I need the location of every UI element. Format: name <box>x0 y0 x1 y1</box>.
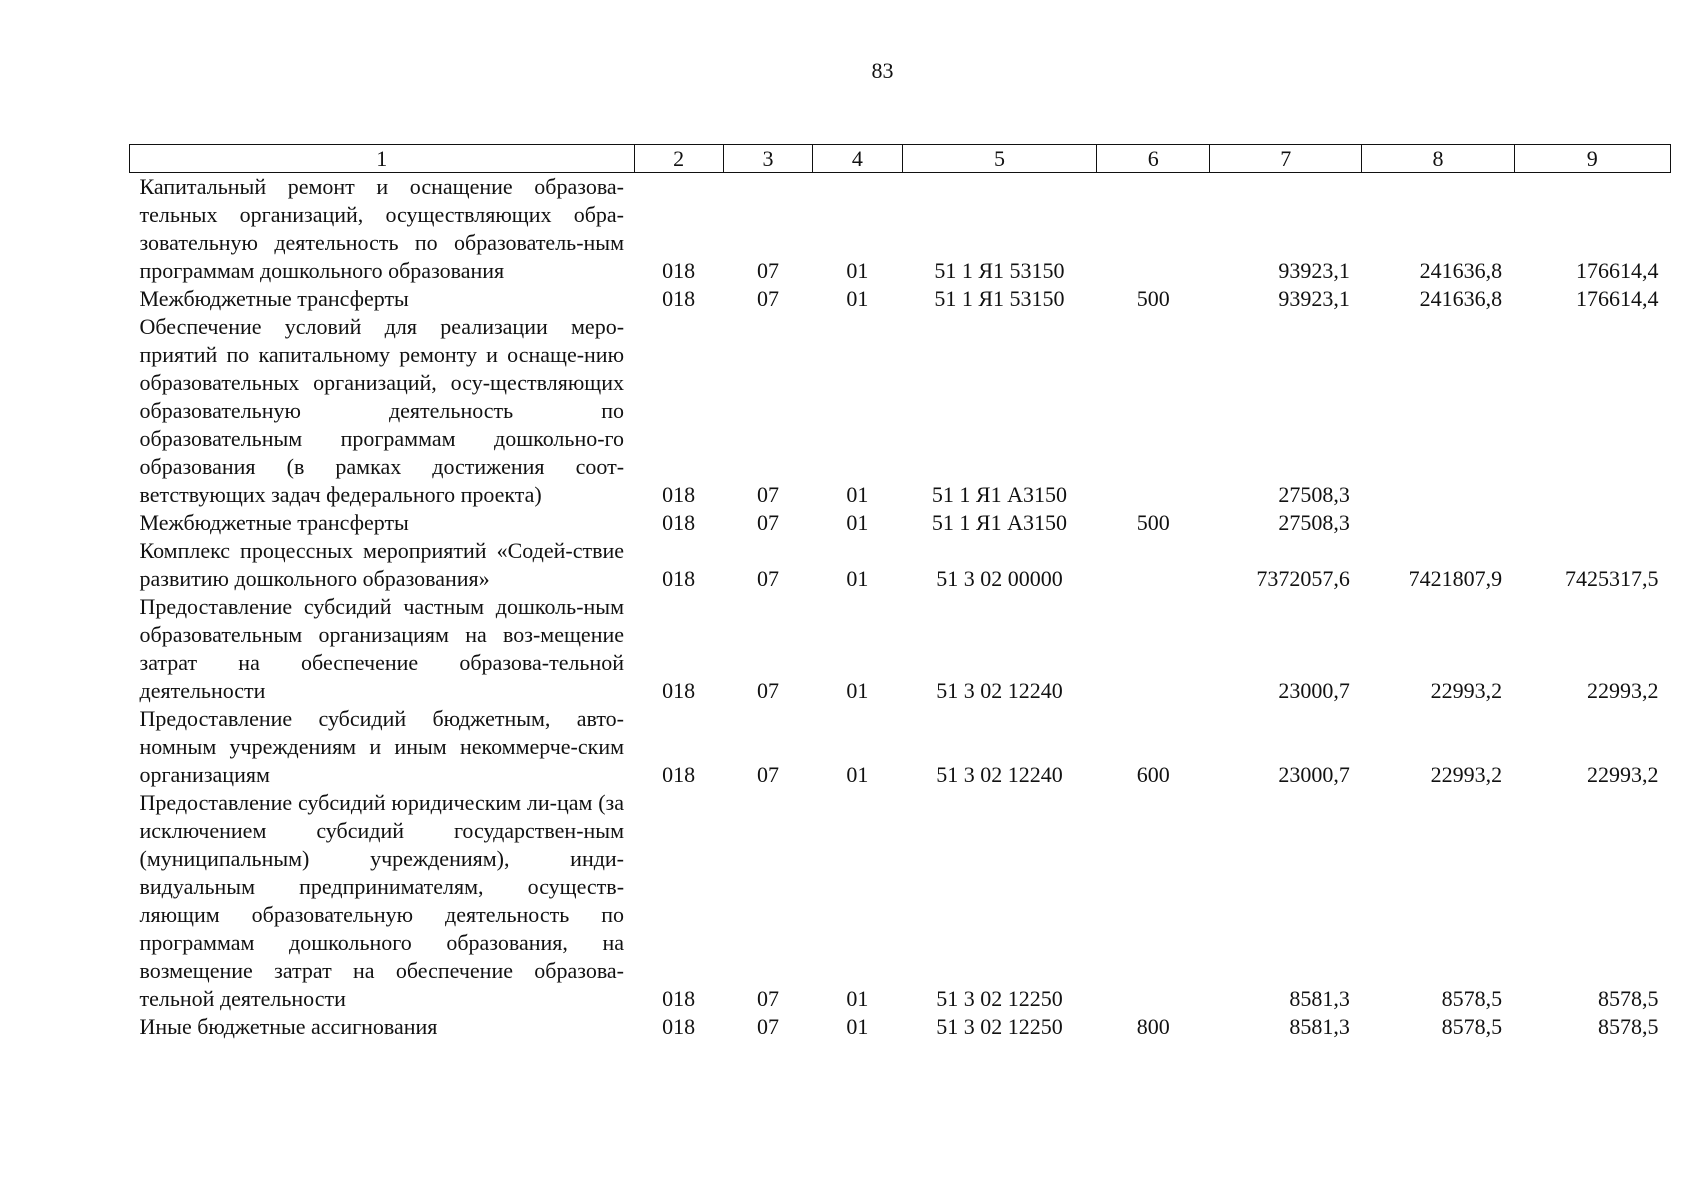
amount-col-7: 27508,3 <box>1278 510 1350 535</box>
item-name: Межбюджетные трансферты <box>139 286 409 311</box>
section-code: 07 <box>757 286 779 311</box>
target-article-code: 51 1 Я1 А3150 <box>931 482 1067 507</box>
expense-type-code: 500 <box>1136 510 1170 535</box>
ministry-code: 018 <box>662 482 696 507</box>
column-header: 5 <box>902 145 1097 173</box>
ministry-code: 018 <box>662 1014 696 1039</box>
amount-col-9: 176614,4 <box>1576 258 1659 283</box>
table-row <box>130 1013 1671 1041</box>
amount-col-9: 8578,5 <box>1598 1014 1659 1039</box>
subsection-code: 01 <box>846 986 869 1011</box>
amount-col-7: 23000,7 <box>1278 678 1350 703</box>
amount-col-9: 176614,4 <box>1576 286 1659 311</box>
item-name: Предоставление субсидий частным дошколь-ным образовательным организациям на воз-мещение затрат на обеспечение образова-тельной деятельности <box>139 594 625 703</box>
target-article-code: 51 3 02 00000 <box>936 566 1063 591</box>
amount-col-8 <box>1362 509 1514 537</box>
table-row <box>130 593 1671 705</box>
expense-type-code: 600 <box>1136 762 1170 787</box>
item-name: Комплекс процессных мероприятий «Содей-ствие развитию дошкольного образования» <box>139 538 625 591</box>
subsection-code: 01 <box>846 762 869 787</box>
column-header: 4 <box>813 145 902 173</box>
amount-col-7: 7372057,6 <box>1256 566 1350 591</box>
amount-col-9 <box>1514 313 1670 509</box>
table-row <box>130 789 1671 1013</box>
item-name: Межбюджетные трансферты <box>139 510 409 535</box>
expense-type-code <box>1097 537 1210 593</box>
item-name: Капитальный ремонт и оснащение образова-тельных организаций, осуществляющих обра-зовательную деятельность по образователь-ным программам дошкольного образования <box>139 174 625 283</box>
amount-col-9: 7425317,5 <box>1565 566 1659 591</box>
amount-col-8: 7421807,9 <box>1408 566 1503 591</box>
column-number-row <box>130 145 1671 173</box>
ministry-code: 018 <box>662 286 696 311</box>
section-code: 07 <box>757 566 779 591</box>
subsection-code: 01 <box>846 510 869 535</box>
ministry-code: 018 <box>662 678 696 703</box>
amount-col-7: 93923,1 <box>1278 286 1350 311</box>
column-header: 3 <box>723 145 812 173</box>
table-row <box>130 705 1671 789</box>
amount-col-8: 22993,2 <box>1430 762 1503 787</box>
amount-col-8: 8578,5 <box>1441 1014 1503 1039</box>
section-code: 07 <box>757 482 779 507</box>
amount-col-9: 8578,5 <box>1598 986 1659 1011</box>
section-code: 07 <box>757 678 779 703</box>
ministry-code: 018 <box>662 762 696 787</box>
column-header: 2 <box>634 145 723 173</box>
table-row <box>130 313 1671 509</box>
section-code: 07 <box>757 986 779 1011</box>
subsection-code: 01 <box>846 482 869 507</box>
item-name: Обеспечение условий для реализации меро-приятий по капитальному ремонту и оснаще-нию образовательных организаций, осу-ществляющих образовательную деятельность по образовательным программам дошкольно-го образования (в рамках достижения соот-ветствующих задач федерального проекта) <box>139 314 625 507</box>
amount-col-8: 241636,8 <box>1419 258 1503 283</box>
column-header: 1 <box>130 145 635 173</box>
amount-col-8 <box>1362 313 1514 509</box>
item-name: Предоставление субсидий бюджетным, авто-номным учреждениям и иным некоммерче-ским организациям <box>139 706 625 787</box>
expense-type-code: 500 <box>1136 286 1170 311</box>
table-row <box>130 537 1671 593</box>
expense-type-code <box>1097 313 1210 509</box>
amount-col-7: 93923,1 <box>1278 258 1350 283</box>
column-header: 6 <box>1097 145 1210 173</box>
amount-col-9: 22993,2 <box>1587 678 1659 703</box>
amount-col-7: 8581,3 <box>1289 986 1350 1011</box>
budget-table <box>129 144 1671 1041</box>
amount-col-9: 22993,2 <box>1587 762 1659 787</box>
table-body <box>130 173 1671 1042</box>
column-header: 9 <box>1514 145 1670 173</box>
subsection-code: 01 <box>846 1014 869 1039</box>
subsection-code: 01 <box>846 566 869 591</box>
ministry-code: 018 <box>662 510 696 535</box>
expense-type-code: 800 <box>1136 1014 1170 1039</box>
amount-col-8: 8578,5 <box>1441 986 1503 1011</box>
ministry-code: 018 <box>662 258 696 283</box>
column-header: 7 <box>1210 145 1362 173</box>
expense-type-code <box>1097 593 1210 705</box>
ministry-code: 018 <box>662 566 696 591</box>
ministry-code: 018 <box>662 986 696 1011</box>
page-number: 83 <box>871 58 894 83</box>
expense-type-code <box>1097 789 1210 1013</box>
subsection-code: 01 <box>846 286 869 311</box>
table-row <box>130 173 1671 286</box>
target-article-code: 51 1 Я1 А3150 <box>931 510 1067 535</box>
subsection-code: 01 <box>846 678 869 703</box>
target-article-code: 51 3 02 12240 <box>936 678 1063 703</box>
target-article-code: 51 1 Я1 53150 <box>934 286 1065 311</box>
amount-col-7: 23000,7 <box>1278 762 1350 787</box>
item-name: Предоставление субсидий юридическим ли-цам (за исключением субсидий государствен-ным (муниципальным) учреждениям), инди-видуальным предпринимателям, осуществ-ляющим образовательную деятельность по программам дошкольного образования, на возмещение затрат на обеспечение образова-тельной деятельности <box>139 790 625 1011</box>
column-header: 8 <box>1362 145 1514 173</box>
amount-col-8: 22993,2 <box>1430 678 1503 703</box>
target-article-code: 51 3 02 12250 <box>936 986 1063 1011</box>
table-row <box>130 509 1671 537</box>
section-code: 07 <box>757 258 779 283</box>
expense-type-code <box>1097 173 1210 286</box>
amount-col-7: 8581,3 <box>1289 1014 1350 1039</box>
table-row <box>130 285 1671 313</box>
target-article-code: 51 1 Я1 53150 <box>934 258 1065 283</box>
section-code: 07 <box>757 762 779 787</box>
section-code: 07 <box>757 510 779 535</box>
amount-col-8: 241636,8 <box>1419 286 1503 311</box>
section-code: 07 <box>757 1014 779 1039</box>
target-article-code: 51 3 02 12240 <box>936 762 1063 787</box>
amount-col-9 <box>1514 509 1670 537</box>
amount-col-7: 27508,3 <box>1278 482 1350 507</box>
target-article-code: 51 3 02 12250 <box>936 1014 1063 1039</box>
subsection-code: 01 <box>846 258 869 283</box>
item-name: Иные бюджетные ассигнования <box>139 1014 438 1039</box>
